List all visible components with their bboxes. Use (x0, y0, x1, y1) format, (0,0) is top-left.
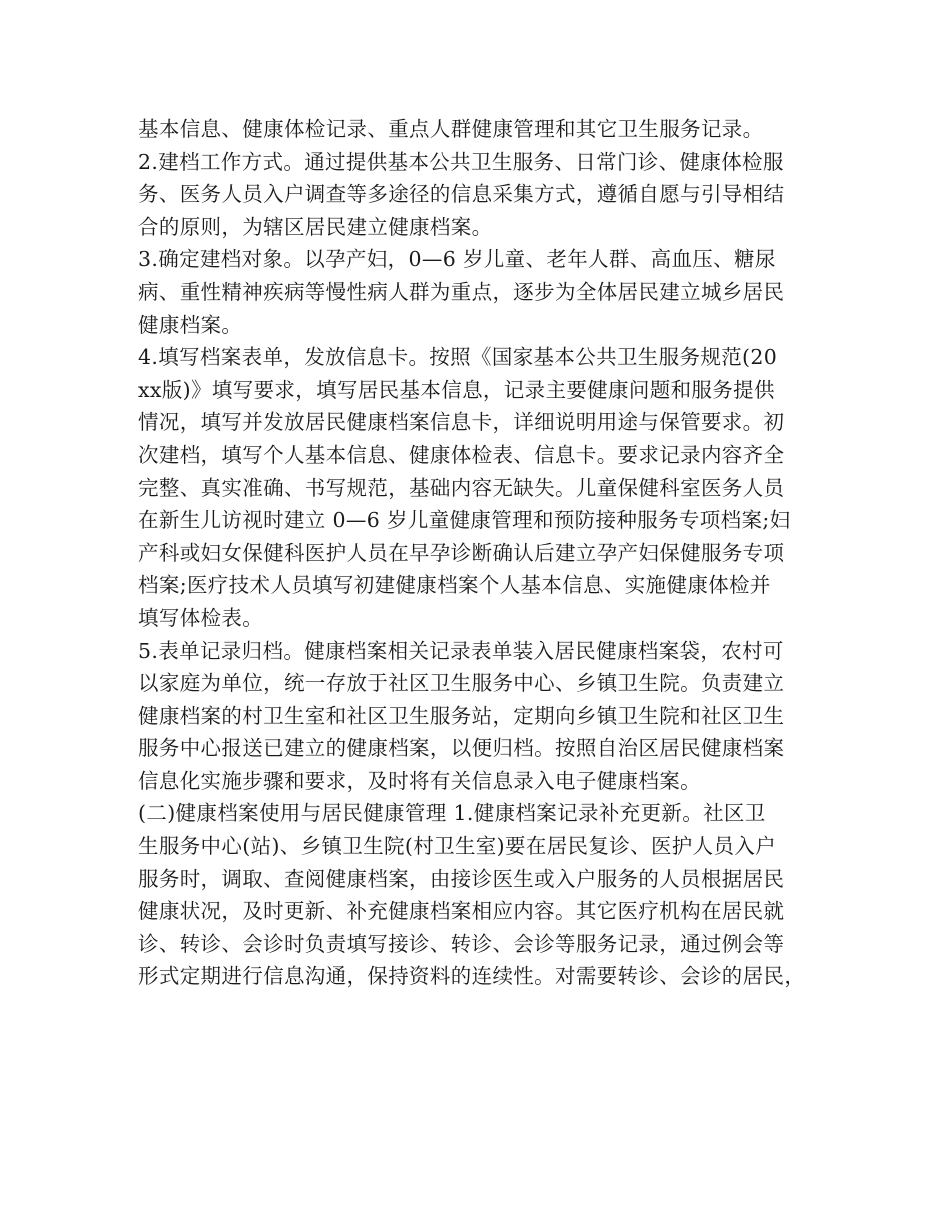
text-line: 健康状况，及时更新、补充健康档案相应内容。其它医疗机构在居民就 (138, 899, 785, 924)
text-line: 生服务中心(站)、乡镇卫生院(村卫生室)要在居民复诊、医护人员入户 (138, 834, 777, 859)
text-line: 基本信息、健康体检记录、重点人群健康管理和其它卫生服务记录。 (138, 117, 764, 141)
text-line: 健康档案的村卫生室和社区卫生服务站，定期向乡镇卫生院和社区卫生 (138, 703, 785, 728)
text-line: xx版)》填写要求，填写居民基本信息，记录主要健康问题和服务提供 (138, 377, 775, 402)
text-line: 诊、转诊、会诊时负责填写接诊、转诊、会诊等服务记录，通过例会等 (138, 931, 785, 956)
text-line: 服务时，调取、查阅健康档案，由接诊医生或入户服务的人员根据居民 (138, 866, 785, 891)
text-line: 在新生儿访视时建立 0—6 岁儿童健康管理和预防接种服务专项档案;妇 (138, 508, 791, 533)
text-line: 产科或妇女保健科医护人员在早孕诊断确认后建立孕产妇保健服务专项 (138, 540, 785, 565)
text-line: 合的原则，为辖区居民建立健康档案。 (138, 214, 493, 239)
text-line: 服务中心报送已建立的健康档案，以便归档。按照自治区居民健康档案 (138, 736, 785, 761)
text-line: 情况，填写并发放居民健康档案信息卡，详细说明用途与保管要求。初 (138, 410, 785, 435)
text-line: 2.建档工作方式。通过提供基本公共卫生服务、日常门诊、健康体检服 (138, 149, 784, 174)
text-line: 填写体检表。 (138, 605, 264, 630)
text-line: 次建档，填写个人基本信息、健康体检表、信息卡。要求记录内容齐全 (138, 442, 785, 467)
text-line: 务、医务人员入户调查等多途径的信息采集方式，遵循自愿与引导相结 (138, 182, 785, 207)
text-line: 3.确定建档对象。以孕产妇，0—6 岁儿童、老年人群、高血压、糖尿 (138, 247, 776, 272)
text-line: 档案;医疗技术人员填写初建健康档案个人基本信息、实施健康体检并 (138, 573, 771, 598)
text-line: 形式定期进行信息沟通，保持资料的连续性。对需要转诊、会诊的居民， (138, 964, 806, 989)
text-line: 以家庭为单位，统一存放于社区卫生服务中心、乡镇卫生院。负责建立 (138, 671, 785, 696)
text-line: (二)健康档案使用与居民健康管理 1.健康档案记录补充更新。社区卫 (138, 801, 766, 826)
text-line: 信息化实施步骤和要求，及时将有关信息录入电子健康档案。 (138, 768, 701, 793)
text-line: 4.填写档案表单，发放信息卡。按照《国家基本公共卫生服务规范(20 (138, 345, 778, 370)
text-line: 完整、真实准确、书写规范，基础内容无缺失。儿童保健科室医务人员 (138, 475, 785, 500)
document-body (138, 113, 818, 993)
text-line: 健康档案。 (138, 312, 243, 337)
text-line: 病、重性精神疾病等慢性病人群为重点，逐步为全体居民建立城乡居民 (138, 279, 785, 304)
text-line: 5.表单记录归档。健康档案相关记录表单装入居民健康档案袋，农村可 (138, 638, 784, 663)
